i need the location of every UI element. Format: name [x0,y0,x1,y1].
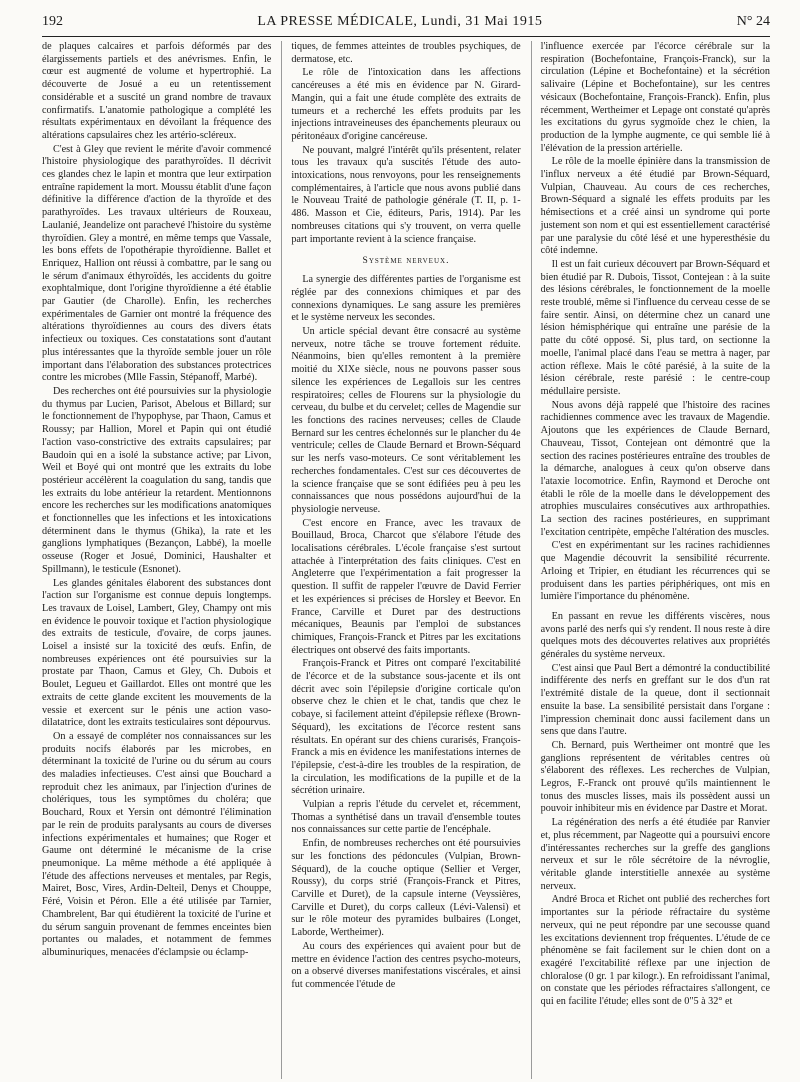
paragraph: l'influence exercée par l'écorce cérébrale sur la respiration (Bochefontaine, François-Franck), sur la circulation (Lépine et Bochefontaine) et la sécrétion salivaire (Lépine et Bochefontaine), sur les centres vésicaux (Bochefontaine, François-Franck). Enfin, plus récemment, Wertheimer et Lepage ont constaté qu'après les excitations du gyrus sygmoïde chez le chien, la production de la lymphe augmente, ce qui semble lié à l'élévation de la pression artérielle. [540,41,770,154]
paragraph: C'est en expérimentant sur les racines rachidiennes que Magendie découvrit la sensibilité récurrente. Arloing et Tripier, en étudiant les récurrences qui se produisent dans les parties périphériques, ont mis en lumière l'importance du phénomène. [540,540,770,603]
journal-title: LA PRESSE MÉDICALE, Lundi, 31 Mai 1915 [257,14,543,29]
text-columns [42,41,770,1079]
paragraph: C'est à Gley que revient le mérite d'avoir commencé l'histoire physiologique des parathyroïdes. Il décrivit ces glandes chez le lapin et montra que leur extirpation entraîne rapidement la mort. Moussu établit d'une façon définitive la différence d'action de la thyroïde et des parathyroïdes. Les travaux ultérieurs de Rouxeau, Laulanié, Jeandelize ont parachevé l'histoire du système thyroïdien. Gley a montré, en même temps que Vassale, les bons effets de l'opothérapie thyroïdienne. Ballet et Enriquez, Hallion ont réussi à combattre, par le sang ou le sérum d'animaux éthyroïdés, les accidents du goitre exophtalmique, dont l'origine thyroïdienne a été établie par Gautier (de Charolle). Enfin, les recherches expérimentales de Garnier ont montré la fréquence des altérations thyroïdiennes au cours des divers états infectieux ou toxiques. Ces constatations sont d'autant plus intéressantes que la thyroïde semble jouer un rôle important dans l'élaboration des substances protectrices contre les microbes (Mlle Fassin, Stépanoff, Marbé). [42,143,272,384]
paragraph: C'est encore en France, avec les travaux de Bouillaud, Broca, Charcot que s'élabore l'étude des localisations cérébrales. L'école française s'est surtout attachée à l'interprétation des faits cliniques. C'est en Angleterre que l'expérimentation a fait progresser la question. Il suffit de rappeler l'œuvre de David Ferrier et les expériences si précises de Horsley et Beevor. En France, Carville et Duret par des destructions mécaniques, Beaunis par l'emploi de substances chimiques, François-Franck et Pitres par les excitations électriques ont observé des faits importants. [291,517,521,656]
paragraph: André Broca et Richet ont publié des recherches fort importantes sur la période réfractaire du système nerveux, qui ne peut répondre par une secousse quand les excitations deviennent trop fréquentes. L'étude de ce phénomène se fait facilement sur le chien dont on a exagéré l'excitabilité réflexe par une injection de chloralose (0 gr. 1 par kilogr.). En refroidissant l'animal, on constate que les périodes réfractaires s'allongent, ce qui en facilite l'étude; elles sont de 0"5 à 32° et [540,894,770,1008]
page-number: 192 [42,14,63,29]
column-1 [42,41,271,1079]
column-2 [281,41,520,1079]
column-3 [531,41,770,1079]
paragraph: de plaques calcaires et parfois déformés par des élargissements partiels et des anévrismes. Enfin, le cœur est augmenté de volume et hypertrophié. La découverte de Josué a eu un retentissement considérable et a suscité un grand nombre de travaux confirmatifs. L'anatomie pathologique a complété les résultats expérimentaux en dévoilant la fréquence des altérations capsulaires chez les artério-scléreux. [42,41,272,141]
header-rule [42,36,770,37]
paragraph: Nous avons déjà rappelé que l'histoire des racines rachidiennes commence avec les travaux de Magendie. Ajoutons que les expériences de Claude Bernard, Chauveau, Tissot, Contejean ont démontré que la section des racines postérieures entraîne des troubles de la démarche, analogues à ceux qu'on observe dans l'ataxie locomotrice. Enfin, Raymond et Deroche ont établi le rôle de la moelle dans le développement des atrophies musculaires consécutives aux arthropathies. La section des racines postérieures, en supprimant l'excitation centripète, empêche l'altération des muscles. [540,399,770,538]
paragraph: La régénération des nerfs a été étudiée par Ranvier et, plus récemment, par Nageotte qui a poursuivi encore d'intéressantes recherches sur la greffe des ganglions nerveux et sur le rôle sécrétoire de la névroglie, véritable glande interstitielle annexée au système nerveux. [540,817,770,892]
paragraph: Les glandes génitales élaborent des substances dont l'action sur l'organisme est connue depuis longtemps. Les travaux de Loisel, Lambert, Gley, Champy ont mis en évidence le pouvoir toxique et l'action physiologique des extraits de testicule, d'ovaire, de corps jaunes. Loisel a insisté sur la toxicité des œufs. Enfin, de nombreuses expériences ont été poursuivies sur la prostate par Thaon, Camus et Gley, Ch. Dubois et Boulet, Legueu et Gaillardot. Elles ont montré que les extraits de cette glande excitent les mouvements de la vessie et exercent sur le pénis une action vaso-dilatatrice, dont les extraits testiculaires sont dépourvus. [42,577,272,729]
paragraph: tiques, de femmes atteintes de troubles psychiques, de dermatose, etc. [291,41,521,65]
paragraph: En passant en revue les différents viscères, nous avons parlé des nerfs qui s'y rendent. Il nous reste à dire quelques mots des découvertes relatives aux propriétés générales du système nerveux. [540,610,770,661]
paragraph: Le rôle de l'intoxication dans les affections cancéreuses a été mis en évidence par N. Girard-Mangin, qui a fait une étude complète des extraits de tumeurs et a recherché les effets produits par les injections intraveineuses des épanchements pleuraux ou péritonéaux d'origine cancéreuse. [291,67,521,142]
paragraph: Enfin, de nombreuses recherches ont été poursuivies sur les fonctions des pédoncules (Vulpian, Brown-Séquard), de la couche optique (Sellier et Verger, Roussy), du corps strié (François-Franck et Pitres, Carville et Duret), de la capsule interne (Veyssières, Carville et Duret), du corps calleux (Lévi-Valensi) et sur le rôle moteur des pyramides bulbaires (Longet, Laborde, Wertheimer). [291,838,521,939]
paragraph: Un article spécial devant être consacré au système nerveux, notre tâche se trouve fortement réduite. Néanmoins, bien qu'elles remontent à la première moitié du XIXe siècle, nous ne pouvons passer sous silence les expériences de Legallois sur les centres respiratoires; celles de Flourens sur la physiologie du cerveau, du bulbe et du cervelet; celles de Magendie sur les fonctions des racines nerveuses; celles de Claude Bernard sur les centres échelonnés sur le plancher du 4e ventricule; celles de Claude Bernard et Brown-Séquard sur les nerfs vaso-moteurs. Ce sont véritablement les recherches fondamentales. C'est sur ces découvertes de la science française que se sont édifiées peu à peu les connaissances que nous possédons aujourd'hui de la physiologie nerveuse. [291,326,521,515]
paragraph: Ne pouvant, malgré l'intérêt qu'ils présentent, relater tous les travaux qu'a suscités l'étude des auto-intoxications, nous renvoyons, pour les renseignements complémentaires, à l'article que nous avons publié dans le Nouveau Traité de pathologie générale (T. II, p. 1-486. Masson et Cie, éditeurs, Paris, 1914). Par les nombreuses citations qui s'y trouvent, on verra quelle part importante revient à la science française. [291,144,521,245]
paragraph: Vulpian a repris l'étude du cervelet et, récemment, Thomas a synthétisé dans un travail d'ensemble toutes nos connaissances sur cette partie de l'encéphale. [291,799,521,836]
paragraph: Au cours des expériences qui avaient pour but de mettre en évidence l'action des centres psycho-moteurs, on a observé diverses manifestations viscérales, et ainsi fut commencée l'étude de [291,940,521,990]
paragraph: On a essayé de compléter nos connaissances sur les produits nocifs élaborés par les microbes, en déterminant la toxicité de l'urine ou du sérum au cours des maladies infectieuses. C'est ainsi que Bouchard a reproduit chez les animaux, par l'injection d'urines de cholériques, tous les symptômes du choléra; que Bouchard, Roux et Yersin ont démontré l'élimination par le rein de produits paralysants au cours de diverses infections expérimentales et humaines; que Roger et Gaume ont déterminé le mécanisme de la crise pneumonique. La même méthode a été appliquée à l'étude des affections nerveuses et mentales, par Regis, Mairet, Bosc, Vires, Ardin-Delteil, Denys et Chouppe, Féré, Voisin et Péron. Elle a été utilisée par Tarnier, Chambrelent, Bar qui étudièrent la toxicité de l'urine et du sérum sanguin provenant de femmes enceintes bien portantes ou malades, et notamment de femmes albuminuriques, menacées d'éclampsie ou éclamp- [42,730,272,958]
paragraph: François-Franck et Pitres ont comparé l'excitabilité de l'écorce et de la substance sous-jacente et ils ont décrit avec soin l'épilepsie d'origine corticale qu'on observe chez le chien et le chat, tandis que chez le cobaye, si facilement atteint d'épilepsie réflexe (Brown-Séquard), les excitations de l'écorce restent sans résultats. En opérant sur des chiens curarisés, François-Franck a mis en évidence les manifestations internes de l'épilepsie, c'est-à-dire les troubles de la respiration, de la circulation, les modifications de la pupille et de la sécrétion urinaire. [291,658,521,797]
issue-number: N° 24 [736,14,770,29]
paragraph: Des recherches ont été poursuivies sur la physiologie du thymus par Lucien, Parisot, Abelous et Billard; sur le fonctionnement de l'hypophyse, par Thaon, Camus et Roussy; par Hallion, Morel et Papin qui ont étudié l'action vaso-constrictive des extraits capsulaires; par Baudoin qui en a isolé la substance active; par Livon, Weil et Boyé qui ont montré que les extraits du lobe postérieur accélèrent la coagulation du sang, tandis que les extraits du lobe antérieur la retardent. Mentionnons encore les recherches sur les modifications anatomiques et fonctionnelles que les infections et les intoxications déterminent dans le thymus (Ghika), la rate et les ganglions lymphatiques (Bezançon, Labbé), la moelle osseuse (Roger et Josué, Dominici, Haushalter et Spillmann), le testicule (Esnonet). [42,385,272,575]
paragraph: Le rôle de la moelle épinière dans la transmission de l'influx nerveux a été étudié par Brown-Séquard, Vulpian, Chauveau. Au cours de ces recherches, Brown-Séquard a signalé les effets produits par les hémisections et a créé ainsi un syndrome qui porte justement son nom et qui est essentiellement caractérisé par une paralysie du côté lésé et une hyperesthésie du côté indemne. [540,156,770,257]
paragraph: Ch. Bernard, puis Wertheimer ont montré que les ganglions représentent de véritables centres où s'élaborent des réflexes. Les recherches de Vulpian, Legros, F.-Franck ont prouvé qu'ils maintiennent le tonus des muscles lisses, mais ils possèdent aussi un pouvoir inhibiteur mis en évidence par Dastre et Morat. [540,739,770,815]
paragraph: La synergie des différentes parties de l'organisme est réglée par des connexions chimiques et par des connexions dynamiques. Le sang assure les premières et le système nerveux les secondes. [291,274,521,324]
section-heading: Système nerveux. [362,256,450,267]
paragraph: C'est ainsi que Paul Bert a démontré la conductibilité indifférente des nerfs en greffant sur le dos d'un rat l'extrémité distale de la queue, dont il sectionnait ensuite la base. La sensibilité persistait dans l'organe : l'impression cheminait donc aussi facilement dans un sens que dans l'autre. [540,662,770,738]
paragraph: Il est un fait curieux découvert par Brown-Séquard et bien étudié par R. Dubois, Tissot, Contejean : à la suite des lésions cérébrales, le fonctionnement de la moelle reste troublé, même si l'influence du cerveau cesse de se faire sentir. Ainsi, on détermine chez un canard une lésion hémisphérique qui entraîne une parésie de la patte du côté opposé. Si, plus tard, on sectionne la moelle, l'animal placé dans l'eau se mettra à nager, par action réflexe. Mais le côté parésié, à la suite de la lésion cérébrale, reste parésié : le centre-coup médullaire persiste. [540,258,770,397]
page-header [42,14,770,36]
